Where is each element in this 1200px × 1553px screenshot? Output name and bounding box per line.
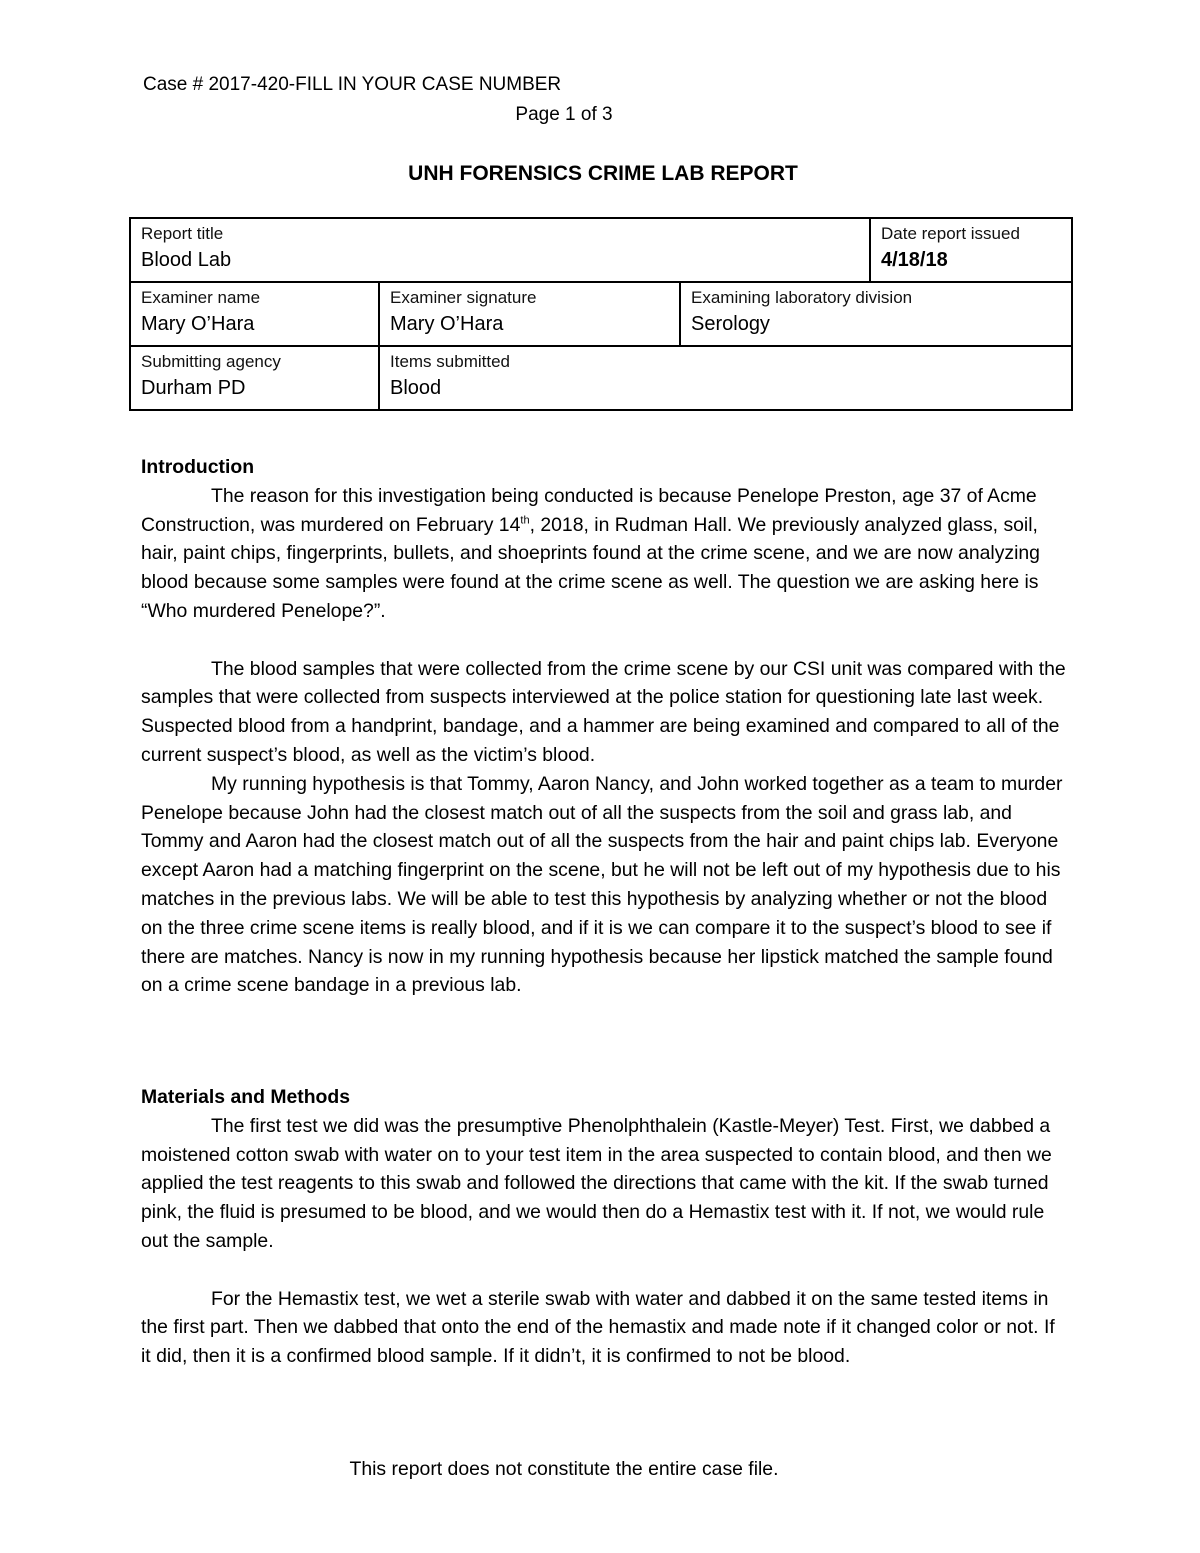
introduction-paragraph-2: The blood samples that were collected from the crime scene by our CSI unit was compared with the samples that were collected from suspects interviewed at the police station for questioning late last week. Suspected blood from a handprint, bandage, and a hammer are being examined and compared to all of the current suspect’s blood, as well as the victim’s blood. bbox=[141, 657, 1066, 766]
introduction-heading: Introduction bbox=[141, 456, 255, 478]
report-title-label: Report title bbox=[141, 224, 224, 243]
footer-note: This report does not constitute the entire case file. bbox=[349, 1458, 779, 1480]
materials-section bbox=[141, 1083, 1066, 1371]
division-cell bbox=[680, 282, 1072, 346]
agency-value: Durham PD bbox=[141, 377, 246, 399]
examiner-signature-value: Mary O’Hara bbox=[390, 313, 504, 335]
agency-label: Submitting agency bbox=[141, 352, 281, 371]
report-title-value: Blood Lab bbox=[141, 249, 232, 271]
date-issued-cell bbox=[870, 218, 1072, 282]
table-row bbox=[130, 346, 1072, 410]
examiner-signature-label: Examiner signature bbox=[390, 288, 537, 307]
case-number-line: Case # 2017-420-FILL IN YOUR CASE NUMBER bbox=[143, 74, 562, 95]
division-label: Examining laboratory division bbox=[691, 288, 913, 307]
introduction-paragraph-1 bbox=[141, 482, 1066, 626]
introduction-paragraph-1-part-1: The reason for this investigation being conducted is because Penelope Preston, age 37 of Acme Construction, was murdered on February 14 bbox=[141, 484, 1037, 536]
introduction-paragraph-3: My running hypothesis is that Tommy, Aaron Nancy, and John worked together as a team to murder Penelope because John had the closest match out of all the suspects from the soil and grass lab, and Tommy and Aaron had the closest match out of all the suspects from the hair and paint chips lab. Everyone except Aaron had a matching fingerprint on the scene, but he will not be left out of my hypothesis due to his matches in the previous labs. We will be able to test this hypothesis by analyzing whether or not the blood on the three crime scene items is really blood, and if it is we can compare it to the suspect’s blood to see if there are matches. Nancy is now in my running hypothesis because her lipstick matched the sample found on a crime scene bandage in a previous lab. bbox=[141, 772, 1063, 997]
introduction-paragraph-1-part-2: , 2018, in Rudman Hall. We previously analyzed glass, soil, hair, paint chips, fingerprints, bullets, and shoeprints found at the crime scene, and we are now analyzing blood because some samples were found at the crime scene as well. The question we are asking here is “Who murdered Penelope?”. bbox=[141, 513, 1040, 622]
date-issued-value: 4/18/18 bbox=[881, 249, 948, 271]
items-label: Items submitted bbox=[390, 352, 510, 371]
examiner-signature-cell bbox=[379, 282, 680, 346]
materials-heading: Materials and Methods bbox=[141, 1086, 351, 1108]
examiner-name-cell bbox=[130, 282, 379, 346]
items-value: Blood bbox=[390, 377, 442, 399]
report-info-table bbox=[129, 217, 1073, 411]
agency-cell bbox=[130, 346, 379, 410]
division-value: Serology bbox=[691, 313, 770, 335]
table-row bbox=[130, 282, 1072, 346]
items-cell bbox=[379, 346, 1072, 410]
examiner-name-value: Mary O’Hara bbox=[141, 313, 255, 335]
report-title: UNH FORENSICS CRIME LAB REPORT bbox=[408, 162, 798, 185]
introduction-section bbox=[141, 453, 1066, 1000]
ordinal-superscript: th bbox=[520, 514, 530, 527]
materials-paragraph-1: The first test we did was the presumptive Phenolphthalein (Kastle-Meyer) Test. First, we dabbed a moistened cotton swab with water on to your test item in the area suspected to contain blood, and then we applied the test reagents to this swab and followed the directions that came with the kit. If the swab turned pink, the fluid is presumed to be blood, and we would then do a Hemastix test with it. If not, we would rule out the sample. bbox=[141, 1114, 1052, 1252]
materials-paragraph-2: For the Hemastix test, we wet a sterile swab with water and dabbed it on the same tested items in the first part. Then we dabbed that onto the end of the hemastix and made note if it changed color or not. If it did, then it is a confirmed blood sample. If it didn’t, it is confirmed to not be blood. bbox=[141, 1287, 1055, 1368]
report-title-cell bbox=[130, 218, 870, 282]
page-number: Page 1 of 3 bbox=[515, 104, 613, 125]
date-issued-label: Date report issued bbox=[881, 224, 1020, 243]
examiner-name-label: Examiner name bbox=[141, 288, 261, 307]
table-row bbox=[130, 218, 1072, 282]
